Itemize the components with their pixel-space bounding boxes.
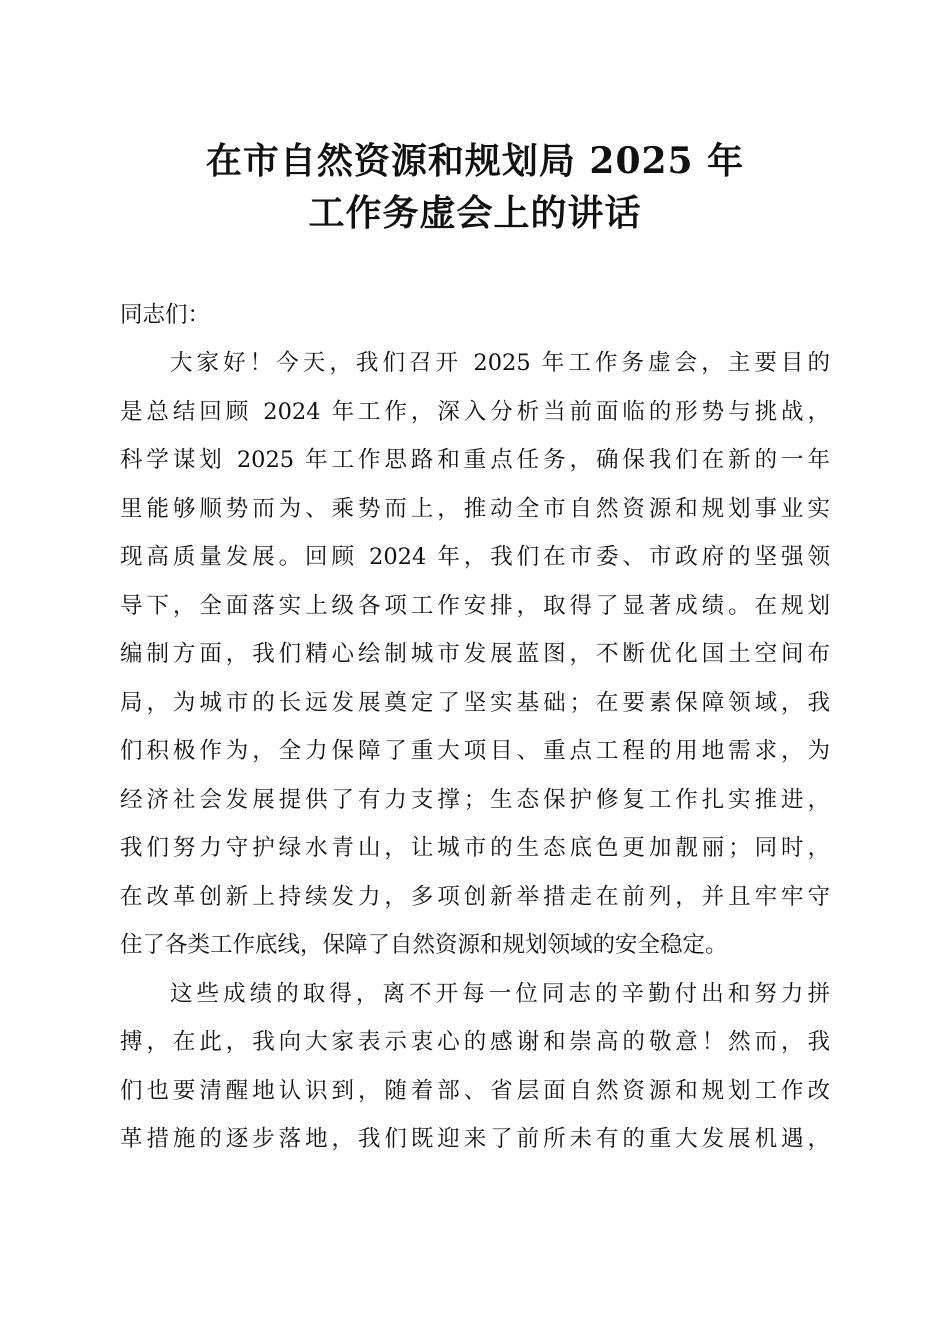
paragraph-line: 是总结回顾 2024 年工作，深入分析当前面临的形势与挑战， [120, 399, 830, 425]
paragraph-line: 里能够顺势而为、乘势而上，推动全市自然资源和规划事业实 [120, 496, 830, 522]
paragraph-line: 这些成绩的取得，离不开每一位同志的辛勤付出和努力拼 [170, 981, 830, 1007]
paragraph-line: 们积极作为，全力保障了重大项目、重点工程的用地需求，为 [120, 738, 830, 764]
paragraph-line: 经济社会发展提供了有力支撑；生态保护修复工作扎实推进， [120, 787, 830, 813]
paragraph-line: 革措施的逐步落地，我们既迎来了前所未有的重大发展机遇， [120, 1126, 830, 1152]
title-line-1: 在市自然资源和规划局 2025 年 [205, 140, 745, 182]
paragraph-line: 编制方面，我们精心绘制城市发展蓝图，不断优化国土空间布 [120, 641, 830, 667]
salutation: 同志们： [120, 302, 211, 328]
paragraph-line: 局，为城市的长远发展奠定了坚实基础；在要素保障领域，我 [120, 690, 830, 716]
paragraph-line: 搏，在此，我向大家表示衷心的感谢和崇高的敬意！然而，我 [120, 1029, 830, 1055]
paragraph-line: 现高质量发展。回顾 2024 年，我们在市委、市政府的坚强领 [120, 544, 830, 570]
paragraph-line: 们也要清醒地认识到，随着部、省层面自然资源和规划工作改 [120, 1078, 830, 1104]
paragraph-line: 导下，全面落实上级各项工作安排，取得了显著成绩。在规划 [120, 593, 830, 619]
title-line-2: 工作务虚会上的讲话 [308, 192, 642, 234]
paragraph-line: 大家好！今天，我们召开 2025 年工作务虚会，主要目的 [170, 350, 830, 376]
paragraph-line: 住了各类工作底线，保障了自然资源和规划领域的安全稳定。 [120, 932, 728, 958]
paragraph-line: 科学谋划 2025 年工作思路和重点任务，确保我们在新的一年 [120, 447, 830, 473]
paragraph-line: 我们努力守护绿水青山，让城市的生态底色更加靓丽；同时， [120, 835, 830, 861]
paragraph-line: 在改革创新上持续发力，多项创新举措走在前列，并且牢牢守 [120, 884, 830, 910]
